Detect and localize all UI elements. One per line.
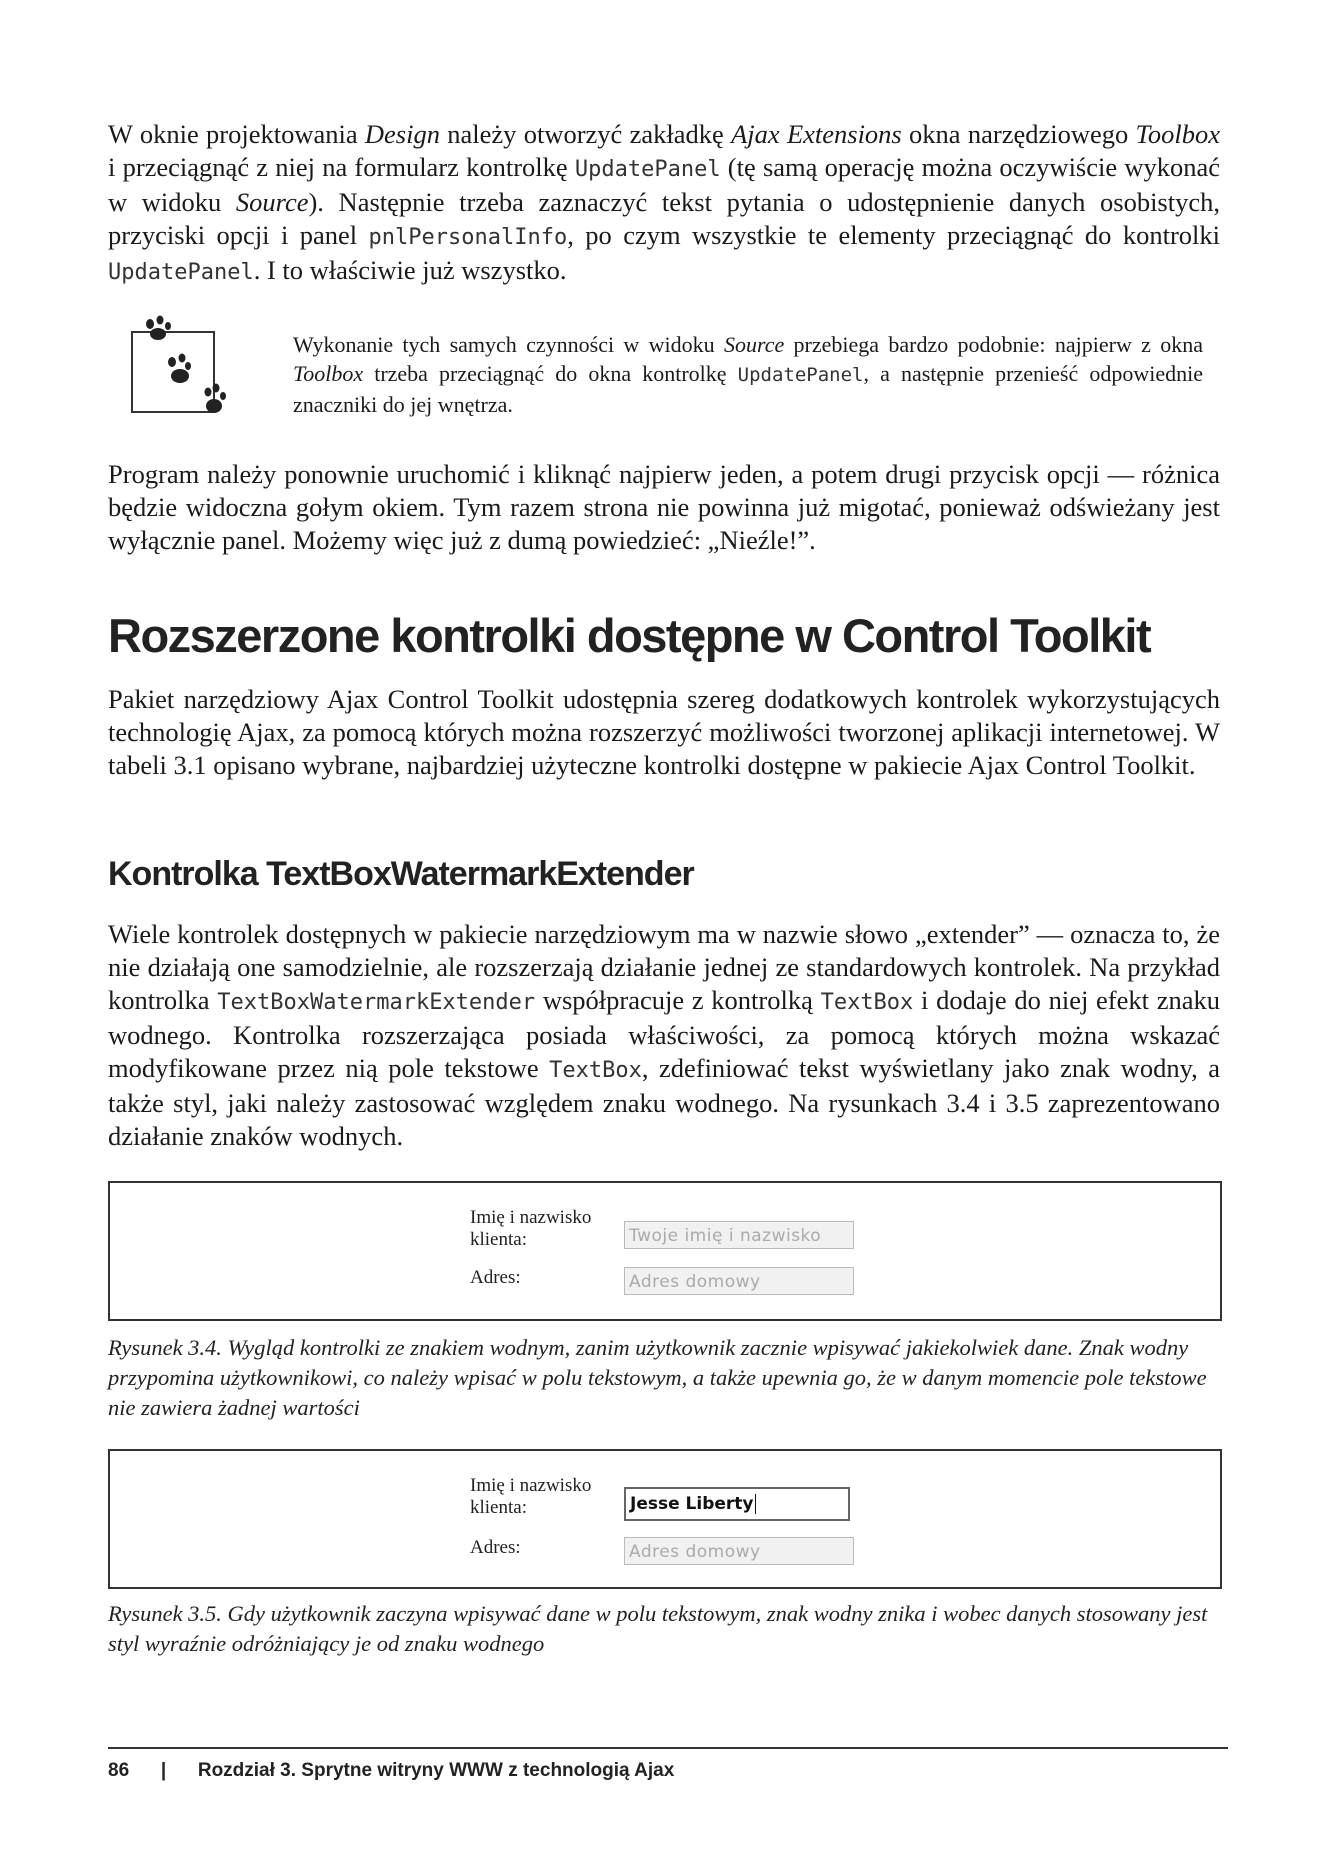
figure-watermark-empty (108, 1181, 1222, 1321)
subsection-heading: Kontrolka TextBoxWatermarkExtender (108, 855, 694, 893)
figure-3-4-caption: Rysunek 3.4. Wygląd kontrolki ze znakiem wodnym, zanim użytkownik zacznie wpisywać jakiekolwiek dane. Znak wodny przypomina użytkownikowi, co należy wpisać w polu tekstowym, a także upewnia go, że w danym momencie pole tekstowe nie zawiera żadnej wartości (108, 1335, 1207, 1420)
figure-3-5-caption: Rysunek 3.5. Gdy użytkownik zaczyna wpisywać dane w polu tekstowym, znak wodny znika i wobec danych stosowany jest styl wyraźnie odróżniający je od znaku wodnego (108, 1601, 1208, 1656)
note-text: Wykonanie tych samych czynności w widoku Source przebiega bardzo podobnie: najpierw z okna Toolbox trzeba przeciągnąć do okna kontrolkę UpdatePanel, a następnie przenieść odpowiednie znaczniki do jej wnętrza. (293, 332, 1203, 417)
paw-prints-note-icon (128, 310, 236, 422)
name-label: Imię i nazwisko klienta: (470, 1207, 592, 1250)
address-label: Adres: (470, 1267, 521, 1288)
section-heading: Rozszerzone kontrolki dostępne w Control Toolkit (108, 609, 1151, 662)
footer-separator: | (160, 1760, 167, 1781)
text-cursor (755, 1494, 756, 1514)
chapter-title: Rozdział 3. Sprytne witryny WWW z technologią Ajax (197, 1760, 675, 1781)
name-label: Imię i nazwisko klienta: (470, 1475, 592, 1518)
address-label: Adres: (470, 1537, 521, 1558)
address-input[interactable]: Adres domowy (624, 1267, 854, 1295)
name-input[interactable]: Twoje imię i nazwisko (624, 1221, 854, 1249)
paragraph-watermark-extender: Wiele kontrolek dostępnych w pakiecie narzędziowym ma w nazwie słowo „extender” — oznacza to, że nie działają one samodzielnie, ale rozszerzają działanie jednej ze standardowych kontrolek. Na przykład kontrolka TextBoxWatermarkExtender współpracuje z kontrolką TextBox i dodaje do niej efekt znaku wodnego. Kontrolka rozszerzająca posiada właściwości, za pomocą których można wskazać modyfikowane przez nią pole tekstowe TextBox, zdefiniować tekst wyświetlany jako znak wodny, a także styl, jaki należy zastosować względem znaku wodnego. Na rysunkach 3.4 i 3.5 zaprezentowano działanie znaków wodnych. (108, 919, 1220, 1151)
page-footer (108, 1760, 674, 1782)
address-input[interactable]: Adres domowy (624, 1537, 854, 1565)
page-number: 86 (108, 1760, 130, 1781)
paragraph-toolkit-intro: Pakiet narzędziowy Ajax Control Toolkit udostępnia szereg dodatkowych kontrolek wykorzystujących technologię Ajax, za pomocą których można rozszerzyć możliwości tworzonej aplikacji internetowej. W tabeli 3.1 opisano wybrane, najbardziej użyteczne kontrolki dostępne w pakiecie Ajax Control Toolkit. (108, 684, 1220, 780)
paragraph-rerun-program: Program należy ponownie uruchomić i kliknąć najpierw jeden, a potem drugi przycisk opcji — różnica będzie widoczna gołym okiem. Tym razem strona nie powinna już migotać, ponieważ odświeżany jest wyłącznie panel. Możemy więc już z dumą powiedzieć: „Nieźle!”. (108, 459, 1220, 555)
name-input[interactable]: Jesse Liberty (624, 1487, 850, 1521)
figure-watermark-typed (108, 1449, 1222, 1589)
footer-rule (108, 1747, 1228, 1749)
paragraph-updatepanel-steps: W oknie projektowania Design należy otworzyć zakładkę Ajax Extensions okna narzędziowego Toolbox i przeciągnąć z niej na formularz kontrolkę UpdatePanel (tę samą operację można oczywiście wykonać w widoku Source). Następnie trzeba zaznaczyć tekst pytania o udostępnienie danych osobistych, przyciski opcji i panel pnlPersonalInfo, po czym wszystkie te elementy przeciągnąć do kontrolki UpdatePanel. I to właściwie już wszystko. (108, 119, 1221, 285)
